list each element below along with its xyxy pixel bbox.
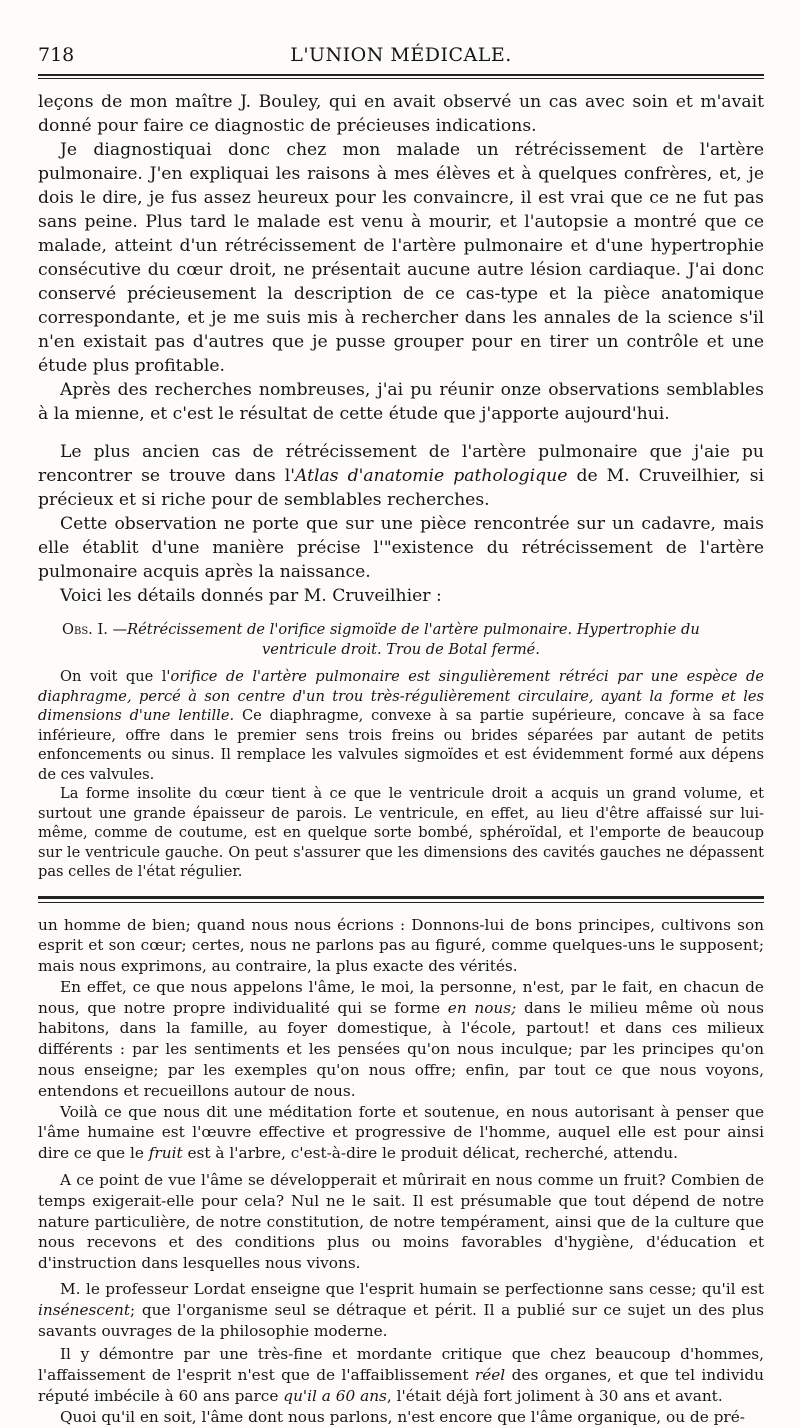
paragraph: Voilà ce que nous dit une méditation forte et soutenue, en nous autorisant à penser que l'âme humaine est l'œuvre effective et progressive de l'homme, auquel elle est pour ainsi dire ce que le fruit est à l'arbre, c'est-à-dire le produit délicat, recherché, attendu. (38, 1102, 764, 1163)
paragraph: M. le professeur Lordat enseigne que l'esprit humain se perfectionne sans cesse; qu'il est insénescent; que l'organisme seul se détraque et périt. Il a publié sur ce sujet un des plus savants ouvrages de la philosophie moderne. (38, 1280, 764, 1340)
paragraph: Après des recherches nombreuses, j'ai pu réunir onze observations semblables à la mienne, et c'est le résultat de cette étude que j'apporte aujourd'hui. (38, 380, 764, 424)
paragraph: Il y démontre par une très-fine et mordante critique que chez beaucoup d'hommes, l'affaissement de l'esprit n'est que de l'affaiblissement réel des organes, et que tel individu réputé imbécile à 60 ans parce qu'il a 60 ans, l'était déjà fort joliment à 30 ans et avant. (38, 1345, 764, 1406)
observation-paragraph: La forme insolite du cœur tient à ce que le ventricule droit a acquis un grand volume, et surtout une grande épaisseur de parois. Le ventricule, en effet, au lieu d'être affaissé sur lui-même, comme de coutume, est en quelque sorte bombé, sphéroïdal, et l'emporte de beaucoup sur le ventricule gauche. On peut s'assurer que les dimensions des cavités gauches ne dépassent pas celles de l'état régulier. (38, 785, 764, 880)
header-rule-thin (38, 78, 764, 79)
observation-paragraph: On voit que l'orifice de l'artère pulmonaire est singulièrement rétréci par une espèce de diaphragme, percé à son centre d'un trou très-régulièrement circulaire, ayant la forme et les dimensions d'une lentille. Ce diaphragme, convexe à sa partie supérieure, concave à sa face inférieure, offre dans le premier sens trois freins ou brides séparées par autant de petits enfoncements ou sinus. Il remplace les valvules sigmoïdes et est évidemment formé aux dépens de ces valvules. (38, 668, 764, 783)
observation-block (38, 620, 764, 882)
paragraph: En effet, ce que nous appelons l'âme, le moi, la personne, n'est, par le fait, en chacun de nous, que notre propre individualité qui se forme en nous; dans le milieu même où nous habitons, dans la famille, au foyer domestique, à l'école, partout! et dans ces milieux différents : par les sentiments et les pensées qu'on nous inculque; par les principes qu'on nous enseigne; par les exemples qu'on nous offre; enfin, par tout ce que nous voyons, entendons et recueillons autour de nous. (38, 977, 764, 1100)
header-rule (38, 74, 764, 76)
observation-title: Obs. I. —Rétrécissement de l'orifice sigmoïde de l'artère pulmonaire. Hypertrophie du ventricule droit. Trou de Botal fermé. (62, 621, 700, 658)
paragraph: un homme de bien; quand nous nous écrions : Donnons-lui de bons principes, cultivons son esprit et son cœur; certes, nous ne parlons pas au figuré, comme quelques-uns le supposent; mais nous exprimons, au contraire, la plus exacte des vérités. (38, 915, 764, 976)
feuilleton-text (38, 915, 764, 1428)
article-upper (38, 90, 764, 608)
running-title: L'UNION MÉDICALE. (290, 44, 512, 66)
observation-label: Obs. I. (62, 621, 108, 638)
paragraph: Le plus ancien cas de rétrécissement de l'artère pulmonaire que j'aie pu rencontrer se trouve dans l'Atlas d'anatomie pathologique de M. Cruveilhier, si précieux et si riche pour de semblables recherches. (38, 442, 765, 510)
paragraph: Cette observation ne porte que sur une pièce rencontrée sur un cadavre, mais elle établit d'une manière précise l'"existence du rétrécissement de l'artère pulmonaire acquis après la naissance. (38, 514, 764, 582)
book-title: Atlas d'anatomie pathologique (295, 466, 568, 486)
section-divider (38, 896, 764, 899)
paragraph: A ce point de vue l'âme se développerait et mûrirait en nous comme un fruit? Combien de temps exigerait-elle pour cela? Nul ne le sait. Il est présumable que tout dépend de notre nature particulière, de notre constitution, de notre tempérament, ainsi que de la culture que nous recevons et des conditions plus ou moins favorables d'hygiène, d'éducation et d'instruction dans lesquelles nous vivons. (38, 1171, 764, 1273)
page-number: 718 (38, 44, 75, 66)
paragraph: leçons de mon maître J. Bouley, qui en avait observé un cas avec soin et m'avait donné pour faire ce diagnostic de précieuses indications. (38, 92, 764, 136)
paragraph: Voici les détails donnés par M. Cruveilhier : (60, 586, 442, 606)
paragraph: Quoi qu'il en soit, l'âme dont nous parlons, n'est encore que l'âme organique, ou de pré- (60, 1407, 745, 1426)
section-divider-thin (38, 902, 764, 903)
page-header (38, 38, 764, 78)
paragraph: Je diagnostiquai donc chez mon malade un rétrécissement de l'artère pulmonaire. J'en expliquai les raisons à mes élèves et à quelques confrères, et, je dois le dire, je fus assez heureux pour les convaincre, il est vrai que ce ne fut pas sans peine. Plus tard le malade est venu à mourir, et l'autopsie a montré que ce malade, atteint d'un rétrécissement de l'artère pulmonaire et d'une hypertrophie consécutive du cœur droit, ne présentait aucune autre lésion cardiaque. J'ai donc conservé précieusement la description de ce cas-type et la pièce anatomique correspondante, et je me suis mis à rechercher dans les annales de la science s'il n'en existait pas d'autres que je pusse grouper pour en tirer un contrôle et une étude plus profitable. (38, 140, 764, 376)
journal-page (38, 38, 764, 1428)
